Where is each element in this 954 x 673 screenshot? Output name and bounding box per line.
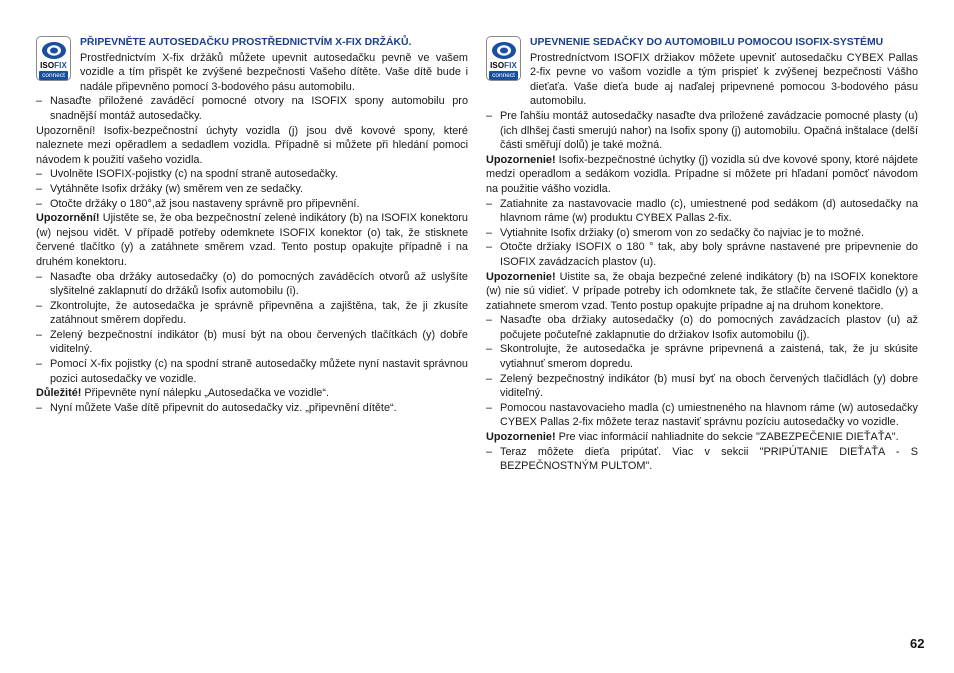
right-column: [486, 36, 918, 474]
step-item: – Zelený bezpečnostný indikátor (b) musí byť na oboch červených tlačidlách (y) dobre viditeľný.: [486, 372, 918, 401]
note-text: Pre viac informácií nahliadnite do sekcie "ZABEZPEČENIE DIEŤAŤA".: [555, 431, 899, 444]
step-item: – Pomocou nastavovacieho madla (c) umiestneného na hlavnom ráme (w) autosedačky CYBEX Pallas 2-fix môžete teraz nastaviť správnu pozíciu autosedačky vo vozidle.: [486, 401, 918, 430]
logo-connect-label: connect: [39, 71, 68, 80]
page-number: 62: [910, 636, 925, 651]
step-item: – Otočte držiaky ISOFIX o 180 ° tak, aby boly správne nastavené pre pripevnenie do ISOFIX zavádzacích plastov (u).: [486, 240, 918, 269]
warning-label: Upozornenie!: [486, 270, 556, 283]
warning-text: Ujistěte se, že oba bezpečnostní zelené indikátory (b) na ISOFIX konektoru (w) nejsou vidět. V případě potřeby odemknete ISOFIX konektor (o) tak, že stisknete červené tlačítko (y) a zatáhnete směrem vzad. Tento postup opakujte případně i na druhém konektoru.: [36, 212, 468, 268]
warning-text: Uistite sa, že obaja bezpečné zelené indikátory (b) na ISOFIX konektore (w) nie sú vidieť. V prípade potreby ich odomknete tak, že stlačíte červené tlačidlo (y) a zatiahnete smerom vzad. Tento postup opakujte prípadne aj na druhom konektore.: [486, 270, 918, 312]
important-label: Důležité!: [36, 387, 82, 400]
step-item: – Zelený bezpečnostní indikátor (b) musí být na obou červených tlačítkách (y) dobře viditelný.: [36, 328, 468, 357]
isofix-connect-logo: [486, 36, 521, 81]
warning-paragraph: [36, 211, 468, 269]
section-heading: UPEVNENIE SEDAČKY DO AUTOMOBILU POMOCOU ISOFIX-SYSTÉMU: [530, 37, 884, 48]
important-text: Připevněte nyní nálepku „Autosedačka ve vozidle“.: [81, 387, 329, 400]
step-item: – Vytiahnite Isofix držiaky (o) smerom von zo sedačky čo najviac je to možné.: [486, 226, 918, 241]
warning-paragraph: [486, 153, 918, 197]
intro-paragraph: Prostredníctvom ISOFIX držiakov môžete upevniť autosedačku CYBEX Pallas 2-fix pevne vo vašom vozidle a tým prispieť k zvýšenej bezpečnosti Vášho dieťaťa. Vaše dieťa bude aj naďalej pripevnené pomocou 3-bodového pásu automobilu.: [530, 51, 918, 108]
step-item: – Otočte držáky o 180°,až jsou nastaveny správně pro připevnění.: [36, 197, 468, 212]
step-item: – Nyní můžete Vaše dítě připevnit do autosedačky viz. „připevnění dítěte“.: [36, 401, 468, 416]
seat-disc-icon: [40, 41, 68, 60]
step-item: – Zatiahnite za nastavovacie madlo (c), umiestnené pod sedákom (d) autosedačky na hlavnom ráme (w) produktu CYBEX Pallas 2-fix.: [486, 197, 918, 226]
warning-paragraph: Upozornění! Isofix-bezpečnostní úchyty vozidla (j) jsou dvě kovové spony, které naleznete mezi opěradlem a sedadlem vozidla. Případně si můžete při hledání pomoci návodem k použití vašeho vozidla.: [36, 124, 468, 166]
note-label: Upozornenie!: [486, 431, 556, 444]
intro-paragraph: Prostřednictvím X-fix držáků můžete upevnit autosedačku pevně ve vašem vozidle a tím přispět ke zvýšené bezpečnosti Vašeho dítěte. Vaše dítě bude i nadále připevněno pomocí 3-bodového pásu automobilu.: [80, 51, 468, 93]
warning-label: Upozornenie!: [486, 153, 556, 166]
step-item: – Zkontrolujte, že autosedačka je správně připevněna a zajištěna, tak, že ji zkusíte zatáhnout směrem dopředu.: [36, 299, 468, 328]
step-item: – Pre ľahšiu montáž autosedačky nasaďte dva priložené zavádzacie pomocné plasty (u) (ich dlhšej časti smerujú nahor) na Isofix spony (j) automobilu. Opačná inštalace (delší části směřují dolů) je také možná.: [486, 109, 918, 153]
step-item: – Pomocí X-fix pojistky (c) na spodní straně autosedačky můžete nyní nastavit správnou pozici autosedačky ve vozidle.: [36, 357, 468, 386]
important-paragraph: [36, 386, 468, 401]
step-item: – Vytáhněte Isofix držáky (w) směrem ven ze sedačky.: [36, 182, 468, 197]
step-item: – Nasaďte oba držiaky autosedačky (o) do pomocných zavádzacích plastov (u) až počujete počuteľné zaklapnutie do držiakov Isofix automobilu (j).: [486, 313, 918, 342]
step-item: – Uvolněte ISOFIX-pojistky (c) na spodní straně autosedačky.: [36, 167, 468, 182]
step-item: – Nasaďte přiložené zaváděcí pomocné otvory na ISOFIX spony automobilu pro snadnější montáž autosedačky.: [36, 94, 468, 123]
note-paragraph: [486, 430, 918, 445]
isofix-connect-logo: [36, 36, 71, 81]
step-item: – Nasaďte oba držáky autosedačky (o) do pomocných zaváděcích otvorů až uslyšíte slyšitelné zaklapnutí do držáků Isofix automobilu (i).: [36, 270, 468, 299]
warning-text: Isofix-bezpečnostné úchytky (j) vozidla sú dve kovové spony, ktoré nájdete medzi operadlom a sedákom vozidla. Prípadne si môžete pri hľadaní pomôcť návodom na použitie vášho vozidla.: [486, 153, 918, 195]
step-item: – Skontrolujte, že autosedačka je správne pripevnená a zaistená, tak, že ju skúsite vytiahnuť smerom dopredu.: [486, 342, 918, 371]
logo-brand: ISOFIX: [490, 61, 517, 70]
seat-disc-icon: [490, 41, 518, 60]
logo-connect-label: connect: [489, 71, 518, 80]
section-heading: PŘIPEVNĚTE AUTOSEDAČKU PROSTŘEDNICTVÍM X-FIX DRŽÁKŮ.: [80, 37, 412, 48]
left-column: [36, 36, 468, 415]
step-item: – Teraz môžete dieťa pripútať. Viac v sekcii "PRIPÚTANIE DIEŤAŤA - S BEZPEČNOSTNÝM PULTOM".: [486, 445, 918, 474]
warning-label: Upozornění!: [36, 212, 100, 225]
warning-paragraph: [486, 270, 918, 314]
logo-brand: ISOFIX: [40, 61, 67, 70]
